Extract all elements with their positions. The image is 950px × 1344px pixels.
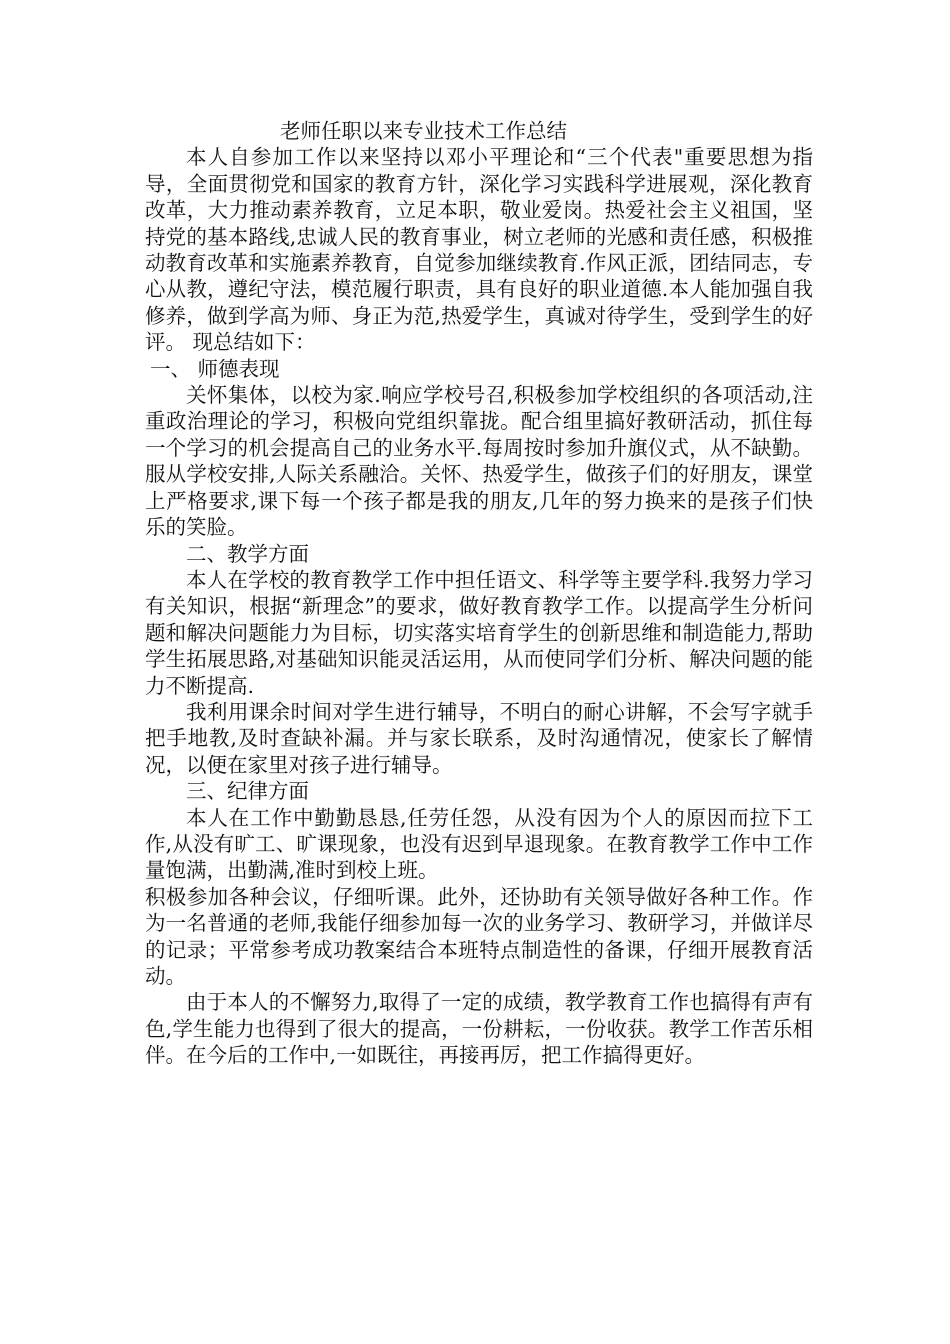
discipline-paragraph-1: 本人在工作中勤勤恳恳,任劳任怨，从没有因为个人的原因而拉下工作,从没有旷工、旷课现象，也没有迟到早退现象。在教育教学工作中工作量饱满，出勤满,准时到校上班。 [145, 805, 813, 883]
discipline-paragraph-2: 积极参加各种会议，仔细听课。此外，还协助有关领导做好各种工作。作为一名普通的老师,我能仔细参加每一次的业务学习、教研学习，并做详尽的记录；平常参考成功教案结合本班特点制造性的备课，仔细开展教育活动。 [145, 884, 813, 988]
document-title: 老师任职以来专业技术工作总结 [280, 119, 567, 143]
section-heading-discipline: 三、纪律方面 [186, 779, 309, 804]
discipline-paragraph-3: 由于本人的不懈努力,取得了一定的成绩，教学教育工作也搞得有声有色,学生能力也得到了很大的提高，一份耕耘，一份收获。教学工作苦乐相伴。在今后的工作中,一如既往，再接再厉，把工作搞得更好。 [145, 990, 813, 1068]
ethics-paragraph: 关怀集体，以校为家.响应学校号召,积极参加学校组织的各项活动,注重政治理论的学习，积极向党组织靠拢。配合组里搞好教研活动，抓住每一个学习的机会提高自己的业务水平.每周按时参加升旗仪式，从不缺勤。服从学校安排,人际关系融洽。关怀、热爱学生，做孩子们的好朋友，课堂上严格要求,课下每一个孩子都是我的朋友,几年的努力换来的是孩子们快乐的笑脸。 [145, 383, 813, 540]
intro-paragraph: 本人自参加工作以来坚持以邓小平理论和“三个代表"重要思想为指导，全面贯彻党和国家的教育方针，深化学习实践科学进展观，深化教育改革，大力推动素养教育，立足本职，敬业爱岗。热爱社会主义祖国，坚持党的基本路线,忠诚人民的教育事业，树立老师的光感和责任感，积极推动教育改革和实施素养教育，自觉参加继续教育.作风正派，团结同志，专心从教，遵纪守法，模范履行职责，具有良好的职业道德.本人能加强自我修养，做到学高为师、身正为范,热爱学生，真诚对待学生，受到学生的好评。 现总结如下： [145, 145, 813, 355]
section-heading-teaching: 二、教学方面 [186, 541, 309, 566]
teaching-paragraph-1: 本人在学校的教育教学工作中担任语文、科学等主要学科.我努力学习有关知识，根据“新理念”的要求，做好教育教学工作。以提高学生分析问题和解决问题能力为目标，切实落实培育学生的创新思维和制造能力,帮助学生拓展思路,对基础知识能灵活运用，从而使同学们分析、解决问题的能力不断提高. [145, 567, 813, 698]
section-heading-ethics: 一、 师德表现 [150, 356, 280, 381]
teaching-paragraph-2: 我利用课余时间对学生进行辅导，不明白的耐心讲解，不会写字就手把手地教,及时查缺补漏。并与家长联系，及时沟通情况，使家长了解情况，以便在家里对孩子进行辅导。 [145, 699, 813, 777]
document-page [145, 118, 813, 1069]
